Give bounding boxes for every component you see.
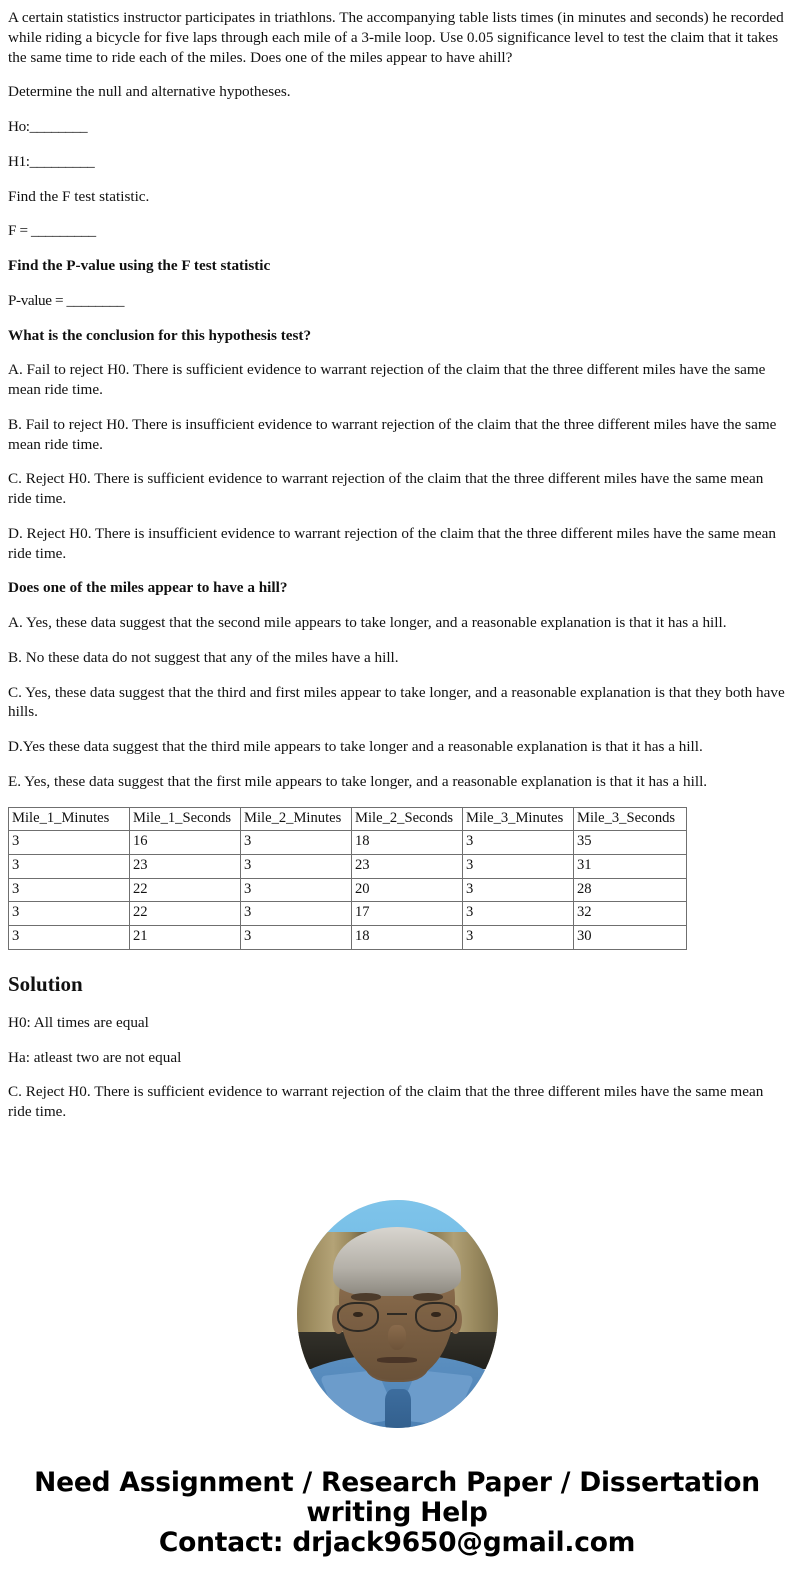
hill-option-b: B. No these data do not suggest that any of the miles have a hill.: [8, 648, 399, 666]
solution-ha: Ha: atleast two are not equal: [8, 1048, 182, 1066]
table-cell: 23: [352, 854, 463, 878]
hill-option-d: D.Yes these data suggest that the third mile appears to take longer and a reasonable explanation is that it has a hill.: [8, 738, 703, 755]
table-cell: 31: [574, 854, 687, 878]
table-cell: 3: [9, 878, 130, 902]
conclusion-option-c: C. Reject H0. There is sufficient evidence to warrant rejection of the claim that the three different miles have the same mean ride time.: [8, 470, 764, 507]
table-cell: 3: [241, 854, 352, 878]
table-cell: 17: [352, 902, 463, 926]
table-cell: 3: [241, 925, 352, 949]
solution-h0: H0: All times are equal: [8, 1013, 149, 1031]
promo-line-1: Need Assignment / Research Paper / Dissertation: [34, 1466, 760, 1498]
table-row: [9, 925, 687, 949]
eyebrow-right: [413, 1293, 443, 1300]
table-cell: 3: [241, 878, 352, 902]
table-cell: 16: [130, 831, 241, 855]
eyeglasses-lens-right: [415, 1302, 457, 1332]
ho-blank-line: Ho:________: [8, 118, 88, 135]
conclusion-heading: What is the conclusion for this hypothesis test?: [8, 326, 312, 344]
table-cell: 3: [9, 902, 130, 926]
avatar-container: [8, 1200, 786, 1428]
table-cell: 20: [352, 878, 463, 902]
nose: [388, 1325, 406, 1350]
table-cell: 3: [9, 831, 130, 855]
eyebrow-left: [351, 1293, 381, 1300]
hypotheses-instruction: Determine the null and alternative hypotheses.: [8, 83, 291, 101]
table-cell: 32: [574, 902, 687, 926]
table-cell: 3: [463, 854, 574, 878]
table-cell: 22: [130, 878, 241, 902]
solution-answer: C. Reject H0. There is sufficient evidence to warrant rejection of the claim that the three different miles have the same mean ride time.: [8, 1083, 764, 1121]
table-row: [9, 854, 687, 878]
table-row: [9, 831, 687, 855]
table-cell: 3: [463, 878, 574, 902]
column-header: Mile_2_Minutes: [241, 807, 352, 831]
column-header: Mile_2_Seconds: [352, 807, 463, 831]
table-cell: 35: [574, 831, 687, 855]
table-cell: 23: [130, 854, 241, 878]
column-header: Mile_3_Seconds: [574, 807, 687, 831]
promo-contact-line: Contact: drjack9650@gmail.com: [158, 1526, 636, 1558]
ride-times-table: [8, 807, 687, 950]
mouth: [377, 1357, 417, 1362]
column-header: Mile_1_Minutes: [9, 807, 130, 831]
table-row: [9, 878, 687, 902]
table-cell: 3: [9, 854, 130, 878]
hill-option-a: A. Yes, these data suggest that the second mile appears to take longer, and a reasonable explanation is that it has a hill.: [8, 614, 727, 631]
conclusion-option-b: B. Fail to reject H0. There is insufficient evidence to warrant rejection of the claim that the three different miles have the same mean ride time.: [8, 415, 777, 453]
table-cell: 3: [241, 831, 352, 855]
table-header-row: [9, 807, 687, 831]
avatar: [297, 1200, 498, 1428]
table-cell: 3: [241, 902, 352, 926]
table-cell: 3: [463, 831, 574, 855]
table-cell: 30: [574, 925, 687, 949]
question-prompt: A certain statistics instructor participates in triathlons. The accompanying table lists times (in minutes and seconds) he recorded while riding a bicycle for five laps through each mile of a 3-mile loop. Use 0.05 significance level to test the claim that it takes the same time to ride each of the miles. Does one of the miles appear to have ahill?: [8, 9, 784, 66]
conclusion-option-a: A. Fail to reject H0. There is sufficient evidence to warrant rejection of the claim that the three different miles have the same mean ride time.: [8, 361, 766, 398]
necktie: [385, 1389, 411, 1428]
column-header: Mile_1_Seconds: [130, 807, 241, 831]
table-cell: 18: [352, 925, 463, 949]
promo-banner: [8, 1468, 786, 1574]
conclusion-option-d: D. Reject H0. There is insufficient evidence to warrant rejection of the claim that the three different miles have the same mean ride time.: [8, 524, 776, 562]
hill-option-c: C. Yes, these data suggest that the third and first miles appear to take longer, and a reasonable explanation is that they both have hills.: [8, 683, 785, 721]
table-cell: 3: [9, 925, 130, 949]
table-cell: 28: [574, 878, 687, 902]
table-cell: 18: [352, 831, 463, 855]
h1-blank-line: H1:_________: [8, 152, 95, 170]
promo-line-2: writing Help: [306, 1496, 488, 1528]
find-f-instruction: Find the F test statistic.: [8, 187, 150, 205]
table-row: [9, 902, 687, 926]
solution-title: Solution: [8, 971, 83, 996]
table-cell: 21: [130, 925, 241, 949]
table-cell: 3: [463, 925, 574, 949]
eyeglasses-bridge: [387, 1313, 407, 1315]
pvalue-heading: Find the P-value using the F test statistic: [8, 257, 271, 274]
table-cell: 22: [130, 902, 241, 926]
eyeglasses-lens-left: [337, 1302, 379, 1332]
pvalue-blank-line: P-value = ________: [8, 291, 125, 309]
hill-heading: Does one of the miles appear to have a hill?: [8, 579, 288, 597]
table-cell: 3: [463, 902, 574, 926]
hill-option-e: E. Yes, these data suggest that the first mile appears to take longer, and a reasonable explanation is that it has a hill.: [8, 772, 708, 790]
column-header: Mile_3_Minutes: [463, 807, 574, 831]
f-blank-line: F = _________: [8, 222, 96, 240]
